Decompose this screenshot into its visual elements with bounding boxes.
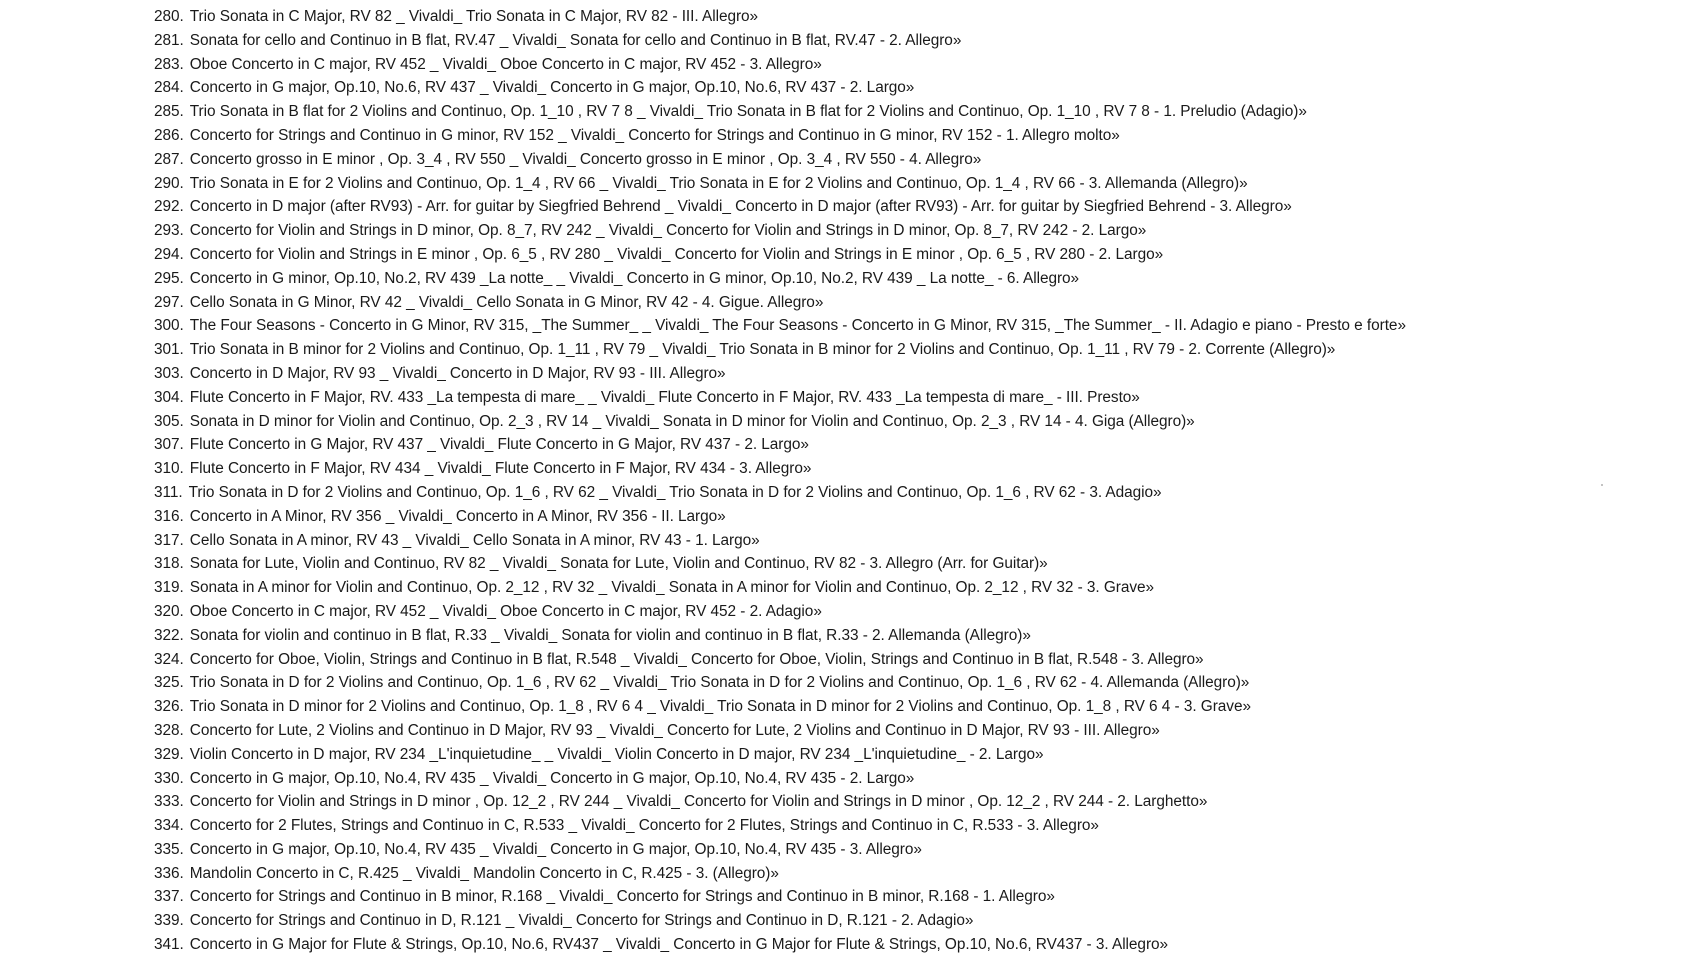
item-title: Trio Sonata in D minor for 2 Violins and Continuo, Op. 1_8 , RV 6 4 _ Vivaldi_ Trio Sonata in D minor for 2 Violins and Continuo, Op. 1_8 , RV 6 4 - 3. Grave» [189,698,1251,716]
item-title: Trio Sonata in D for 2 Violins and Continuo, Op. 1_6 , RV 62 _ Vivaldi_ Trio Sonata in D for 2 Violins and Continuo, Op. 1_6 , RV 62 - 3. Adagio» [188,483,1162,501]
item-title: Trio Sonata in B flat for 2 Violins and Continuo, Op. 1_10 , RV 7 8 _ Vivaldi_ Trio Sonata in B flat for 2 Violins and Continuo, Op. 1_10 , RV 7 8 - 1. Preludio (Adagio)» [189,103,1307,121]
item-number: 290. [154,174,184,192]
list-item [154,314,1406,338]
track-list [154,5,1406,957]
list-item [154,29,1406,53]
item-number: 283. [154,55,184,73]
item-title: Concerto for Strings and Continuo in B minor, R.168 _ Vivaldi_ Concerto for Strings and Continuo in B minor, R.168 - 1. Allegro» [189,888,1055,906]
item-title: Concerto in A Minor, RV 356 _ Vivaldi_ Concerto in A Minor, RV 356 - II. Largo» [189,507,726,525]
list-item [154,148,1406,172]
item-title: Flute Concerto in G Major, RV 437 _ Vivaldi_ Flute Concerto in G Major, RV 437 - 2. Largo» [189,436,809,454]
item-title: Concerto in G minor, Op.10, No.2, RV 439 _La notte_ _ Vivaldi_ Concerto in G minor, Op.10, No.2, RV 439 _ La notte_ - 6. Allegro» [189,269,1080,287]
list-item [154,172,1406,196]
list-item [154,505,1406,529]
list-item [154,291,1406,315]
list-item [154,5,1406,29]
list-item [154,338,1406,362]
item-number: 319. [154,579,184,597]
item-number: 281. [154,31,184,49]
item-number: 333. [154,793,184,811]
list-item [154,648,1406,672]
item-number: 297. [154,293,184,311]
item-number: 341. [154,936,184,954]
item-number: 336. [154,864,184,882]
item-number: 335. [154,840,184,858]
list-item [154,124,1406,148]
list-item [154,838,1406,862]
list-item [154,481,1406,505]
list-item [154,76,1406,100]
list-item [154,814,1406,838]
item-title: Trio Sonata in C Major, RV 82 _ Vivaldi_ Trio Sonata in C Major, RV 82 - III. Allegro» [189,8,759,25]
item-title: Sonata for Lute, Violin and Continuo, RV 82 _ Vivaldi_ Sonata for Lute, Violin and Continuo, RV 82 - 3. Allegro (Arr. for Guitar)» [189,555,1048,573]
item-number: 300. [154,317,184,335]
list-item [154,529,1406,553]
item-title: Concerto for 2 Flutes, Strings and Continuo in C, R.533 _ Vivaldi_ Concerto for 2 Flutes, Strings and Continuo in C, R.533 - 3. Allegro» [189,817,1099,835]
item-title: Trio Sonata in E for 2 Violins and Continuo, Op. 1_4 , RV 66 _ Vivaldi_ Trio Sonata in E for 2 Violins and Continuo, Op. 1_4 , RV 66 - 3. Allemanda (Allegro)» [189,174,1248,192]
list-item [154,576,1406,600]
item-number: 293. [154,222,184,240]
item-number: 287. [154,150,184,168]
list-item [154,410,1406,434]
item-number: 334. [154,817,184,835]
list-item [154,457,1406,481]
item-title: Concerto grosso in E minor , Op. 3_4 , RV 550 _ Vivaldi_ Concerto grosso in E minor , Op. 3_4 , RV 550 - 4. Allegro» [189,150,982,168]
list-item [154,885,1406,909]
item-number: 329. [154,745,184,763]
item-title: Concerto in G Major for Flute & Strings, Op.10, No.6, RV437 _ Vivaldi_ Concerto in G Major for Flute & Strings, Op.10, No.6, RV437 - 3. Allegro» [189,936,1169,954]
item-number: 328. [154,721,184,739]
list-item [154,386,1406,410]
item-title: Flute Concerto in F Major, RV. 433 _La tempesta di mare_ _ Vivaldi_ Flute Concerto in F Major, RV. 433 _La tempesta di mare_ - III. Presto» [189,388,1140,406]
item-number: 280. [154,8,184,25]
list-item [154,267,1406,291]
item-number: 286. [154,126,184,144]
list-item [154,695,1406,719]
item-title: Trio Sonata in B minor for 2 Violins and Continuo, Op. 1_11 , RV 79 _ Vivaldi_ Trio Sonata in B minor for 2 Violins and Continuo, Op. 1_11 , RV 79 - 2. Corrente (Allegro)» [189,341,1336,359]
item-title: Mandolin Concerto in C, R.425 _ Vivaldi_ Mandolin Concerto in C, R.425 - 3. (Allegro)» [189,864,779,882]
item-number: 316. [154,507,184,525]
item-number: 285. [154,103,184,121]
list-item [154,624,1406,648]
item-number: 307. [154,436,184,454]
item-number: 305. [154,412,184,430]
item-title: Sonata for violin and continuo in B flat, R.33 _ Vivaldi_ Sonata for violin and continuo in B flat, R.33 - 2. Allemanda (Allegro)» [189,626,1031,644]
item-number: 325. [154,674,184,692]
item-number: 324. [154,650,184,668]
item-number: 317. [154,531,184,549]
list-item [154,100,1406,124]
item-title: The Four Seasons - Concerto in G Minor, RV 315, _The Summer_ _ Vivaldi_ The Four Seasons - Concerto in G Minor, RV 315, _The Summer_ - II. Adagio e piano - Presto e forte» [189,317,1406,335]
item-title: Concerto in G major, Op.10, No.4, RV 435 _ Vivaldi_ Concerto in G major, Op.10, No.4, RV 435 - 2. Largo» [189,769,915,787]
item-title: Sonata in D minor for Violin and Continuo, Op. 2_3 , RV 14 _ Vivaldi_ Sonata in D minor for Violin and Continuo, Op. 2_3 , RV 14 - 4. Giga (Allegro)» [189,412,1195,430]
item-title: Flute Concerto in F Major, RV 434 _ Vivaldi_ Flute Concerto in F Major, RV 434 - 3. Allegro» [189,460,812,478]
item-title: Concerto for Violin and Strings in D minor, Op. 8_7, RV 242 _ Vivaldi_ Concerto for Violin and Strings in D minor, Op. 8_7, RV 242 - 2. Largo» [189,222,1147,240]
list-item [154,719,1406,743]
item-title: Concerto for Strings and Continuo in G minor, RV 152 _ Vivaldi_ Concerto for Strings and Continuo in G minor, RV 152 - 1. Allegro molto» [189,126,1120,144]
item-number: 304. [154,388,184,406]
item-title: Concerto for Violin and Strings in D minor , Op. 12_2 , RV 244 _ Vivaldi_ Concerto for Violin and Strings in D minor , Op. 12_2 , RV 244 - 2. Larghetto» [189,793,1208,811]
item-title: Concerto in D major (after RV93) - Arr. for guitar by Siegfried Behrend _ Vivaldi_ Concerto in D major (after RV93) - Arr. for guitar by Siegfried Behrend - 3. Allegro» [189,198,1292,216]
item-number: 284. [154,79,184,97]
list-item [154,790,1406,814]
item-number: 339. [154,912,184,930]
item-title: Concerto for Strings and Continuo in D, R.121 _ Vivaldi_ Concerto for Strings and Continuo in D, R.121 - 2. Adagio» [189,912,974,930]
list-item [154,909,1406,933]
item-number: 330. [154,769,184,787]
item-title: Sonata for cello and Continuo in B flat, RV.47 _ Vivaldi_ Sonata for cello and Continuo in B flat, RV.47 - 2. Allegro» [189,31,962,49]
item-number: 295. [154,269,184,287]
item-number: 301. [154,341,184,359]
list-item [154,933,1406,957]
item-number: 292. [154,198,184,216]
item-title: Concerto in D Major, RV 93 _ Vivaldi_ Concerto in D Major, RV 93 - III. Allegro» [189,364,726,382]
item-title: Concerto for Lute, 2 Violins and Continuo in D Major, RV 93 _ Vivaldi_ Concerto for Lute, 2 Violins and Continuo in D Major, RV 93 - III. Allegro» [189,721,1160,739]
item-number: 318. [154,555,184,573]
item-title: Concerto for Violin and Strings in E minor , Op. 6_5 , RV 280 _ Vivaldi_ Concerto for Violin and Strings in E minor , Op. 6_5 , RV 280 - 2. Largo» [189,245,1164,263]
list-item [154,53,1406,77]
list-item [154,243,1406,267]
list-item [154,219,1406,243]
list-item [154,433,1406,457]
scan-speck [1601,484,1603,486]
item-title: Violin Concerto in D major, RV 234 _L'inquietudine_ _ Vivaldi_ Violin Concerto in D major, RV 234 _L'inquietudine_ - 2. Largo» [189,745,1044,763]
item-title: Cello Sonata in G Minor, RV 42 _ Vivaldi_ Cello Sonata in G Minor, RV 42 - 4. Gigue. Allegro» [189,293,824,311]
item-number: 294. [154,245,184,263]
list-item [154,862,1406,886]
item-number: 311. [154,483,183,501]
item-number: 310. [154,460,184,478]
item-title: Oboe Concerto in C major, RV 452 _ Vivaldi_ Oboe Concerto in C major, RV 452 - 2. Adagio» [189,602,822,620]
list-item [154,767,1406,791]
item-title: Cello Sonata in A minor, RV 43 _ Vivaldi_ Cello Sonata in A minor, RV 43 - 1. Largo» [189,531,760,549]
item-number: 320. [154,602,184,620]
item-number: 337. [154,888,184,906]
list-item [154,552,1406,576]
item-number: 322. [154,626,184,644]
item-title: Concerto in G major, Op.10, No.6, RV 437 _ Vivaldi_ Concerto in G major, Op.10, No.6, RV 437 - 2. Largo» [189,79,915,97]
list-item [154,600,1406,624]
item-title: Sonata in A minor for Violin and Continuo, Op. 2_12 , RV 32 _ Vivaldi_ Sonata in A minor for Violin and Continuo, Op. 2_12 , RV 32 - 3. Grave» [189,579,1155,597]
item-number: 326. [154,698,184,716]
item-title: Concerto in G major, Op.10, No.4, RV 435 _ Vivaldi_ Concerto in G major, Op.10, No.4, RV 435 - 3. Allegro» [189,840,922,858]
list-item [154,195,1406,219]
item-title: Oboe Concerto in C major, RV 452 _ Vivaldi_ Oboe Concerto in C major, RV 452 - 3. Allegro» [189,55,822,73]
item-title: Trio Sonata in D for 2 Violins and Continuo, Op. 1_6 , RV 62 _ Vivaldi_ Trio Sonata in D for 2 Violins and Continuo, Op. 1_6 , RV 62 - 4. Allemanda (Allegro)» [189,674,1250,692]
list-item [154,671,1406,695]
item-title: Concerto for Oboe, Violin, Strings and Continuo in B flat, R.548 _ Vivaldi_ Concerto for Oboe, Violin, Strings and Continuo in B flat, R.548 - 3. Allegro» [189,650,1204,668]
item-number: 303. [154,364,184,382]
list-item [154,743,1406,767]
list-item [154,362,1406,386]
